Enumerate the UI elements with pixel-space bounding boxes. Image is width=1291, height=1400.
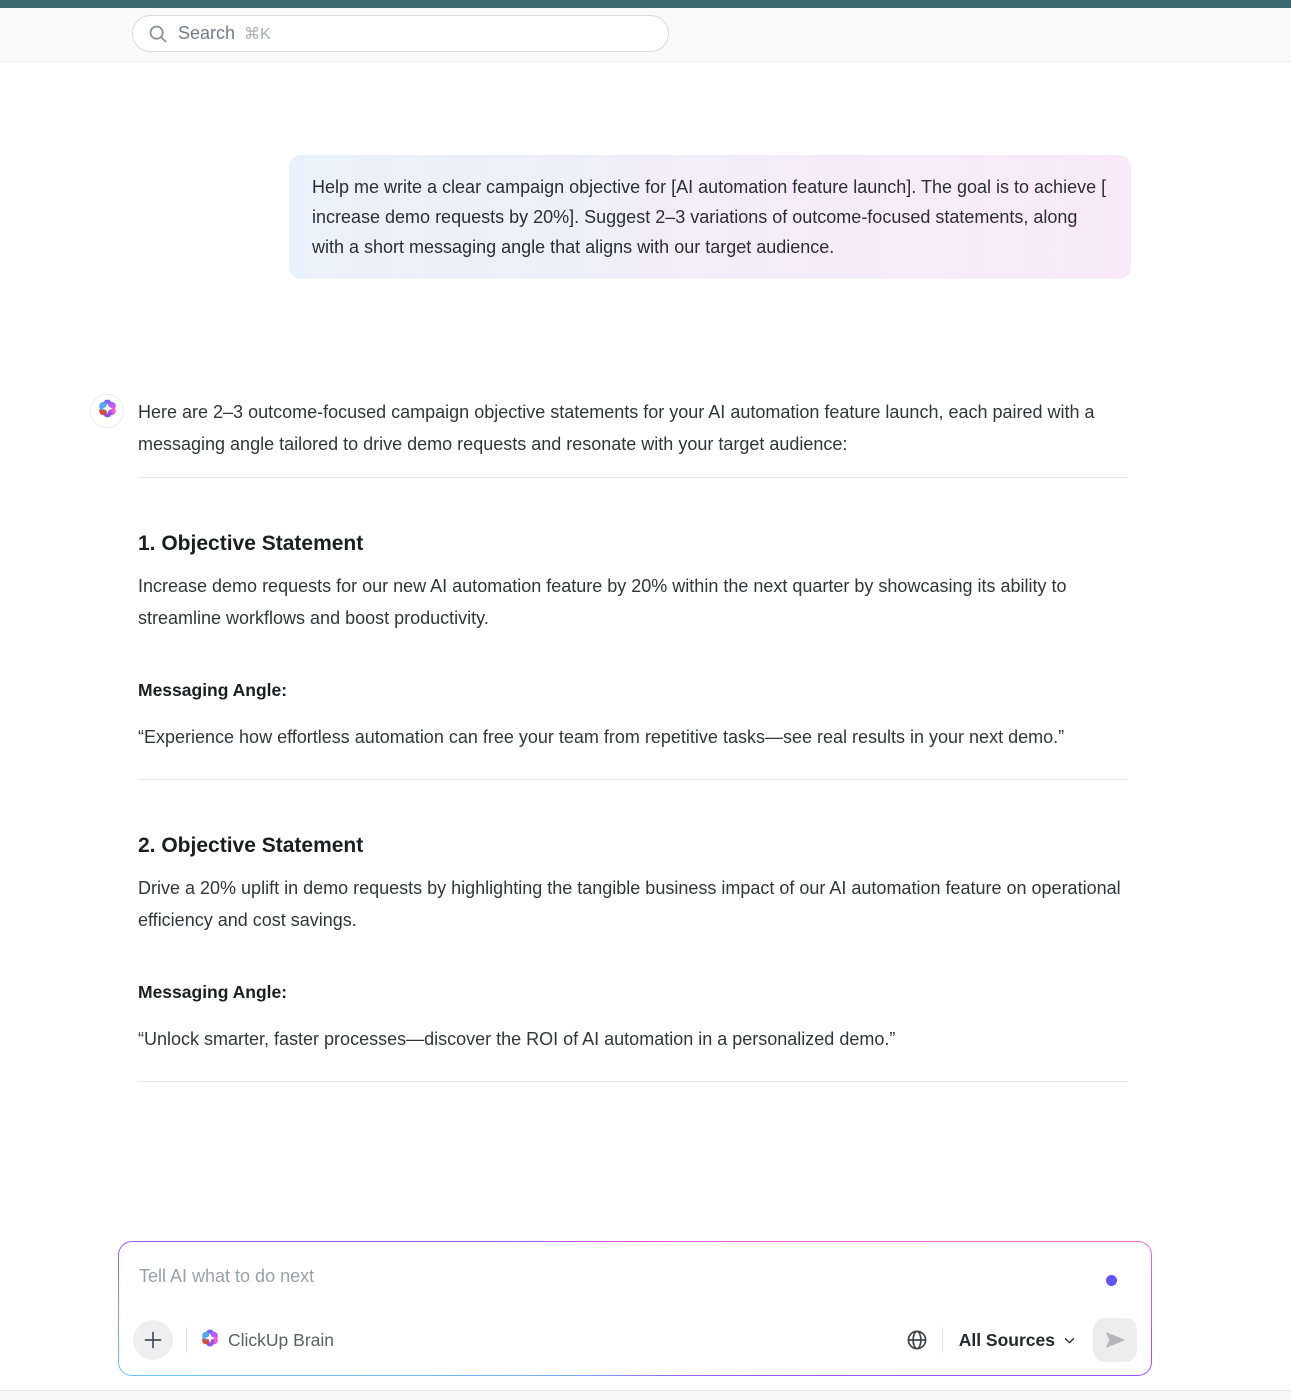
messaging-angle-label: Messaging Angle:: [138, 982, 288, 1002]
messaging-angle-text: “Experience how effortless automation can free your team from repetitive tasks—see real results in your next demo.”: [138, 727, 1065, 747]
clickup-ai-logo-icon: [97, 398, 118, 424]
search-input[interactable]: [132, 15, 669, 52]
section-heading: 1. Objective Statement: [138, 532, 364, 555]
send-button[interactable]: [1093, 1318, 1137, 1362]
section-body: Increase demo requests for our new AI automation feature by 20% within the next quarter by showcasing its ability to streamline workflows and boost productivity.: [138, 576, 1067, 628]
sources-label: All Sources: [958, 1329, 1055, 1350]
messaging-angle-text: “Unlock smarter, faster processes—discover the ROI of AI automation in a personalized demo.”: [138, 1029, 896, 1049]
section-divider: [138, 1081, 1128, 1082]
search-shortcut-hint: ⌘K: [244, 25, 271, 43]
sources-dropdown[interactable]: [959, 1330, 1077, 1351]
section-divider: [138, 779, 1128, 780]
cursor-accent-dot: [1106, 1275, 1117, 1286]
objective-section-2: [138, 832, 1128, 1082]
globe-icon: [905, 1328, 929, 1352]
composer-toolbar: [133, 1318, 1137, 1362]
chevron-down-icon: [1062, 1333, 1077, 1348]
plus-icon: [143, 1330, 163, 1350]
section-body: Drive a 20% uplift in demo requests by highlighting the tangible business impact of our AI automation feature on operational efficiency and cost savings.: [138, 878, 1121, 930]
search-icon: [147, 23, 169, 45]
section-heading: 2. Objective Statement: [138, 834, 364, 857]
toolbar-divider: [186, 1327, 187, 1353]
user-message-text: Help me write a clear campaign objective for [AI automation feature launch]. The goal is to achieve [ increase demo requests by 20%]. Suggest 2–3 variations of outcome-focused statements, along with a short messaging angle that aligns with our target audience.: [312, 177, 1107, 257]
model-selector-clickup-brain[interactable]: [200, 1328, 334, 1353]
ai-composer: [118, 1241, 1152, 1376]
add-attachment-button[interactable]: [133, 1320, 173, 1360]
window-accent-bar: [0, 0, 1291, 8]
ai-composer-input[interactable]: Tell AI what to do next: [139, 1266, 315, 1286]
ai-response: [138, 397, 1128, 1082]
search-placeholder: Search: [178, 23, 236, 43]
web-search-button[interactable]: [905, 1328, 929, 1352]
messaging-angle-label: Messaging Angle:: [138, 680, 288, 700]
user-message-bubble: [289, 155, 1131, 279]
section-divider: [138, 477, 1128, 478]
send-icon: [1103, 1328, 1127, 1352]
app-header: [0, 8, 1291, 62]
clickup-brain-icon: [200, 1328, 220, 1353]
toolbar-divider: [942, 1327, 943, 1353]
ai-avatar: [90, 394, 124, 428]
brain-label: ClickUp Brain: [228, 1329, 334, 1350]
ai-intro-text: Here are 2–3 outcome-focused campaign objective statements for your AI automation feature launch, each paired with a messaging angle tailored to drive demo requests and resonate with your target audience:: [138, 402, 1095, 454]
objective-section-1: [138, 530, 1128, 780]
window-footer-strip: [0, 1390, 1291, 1400]
